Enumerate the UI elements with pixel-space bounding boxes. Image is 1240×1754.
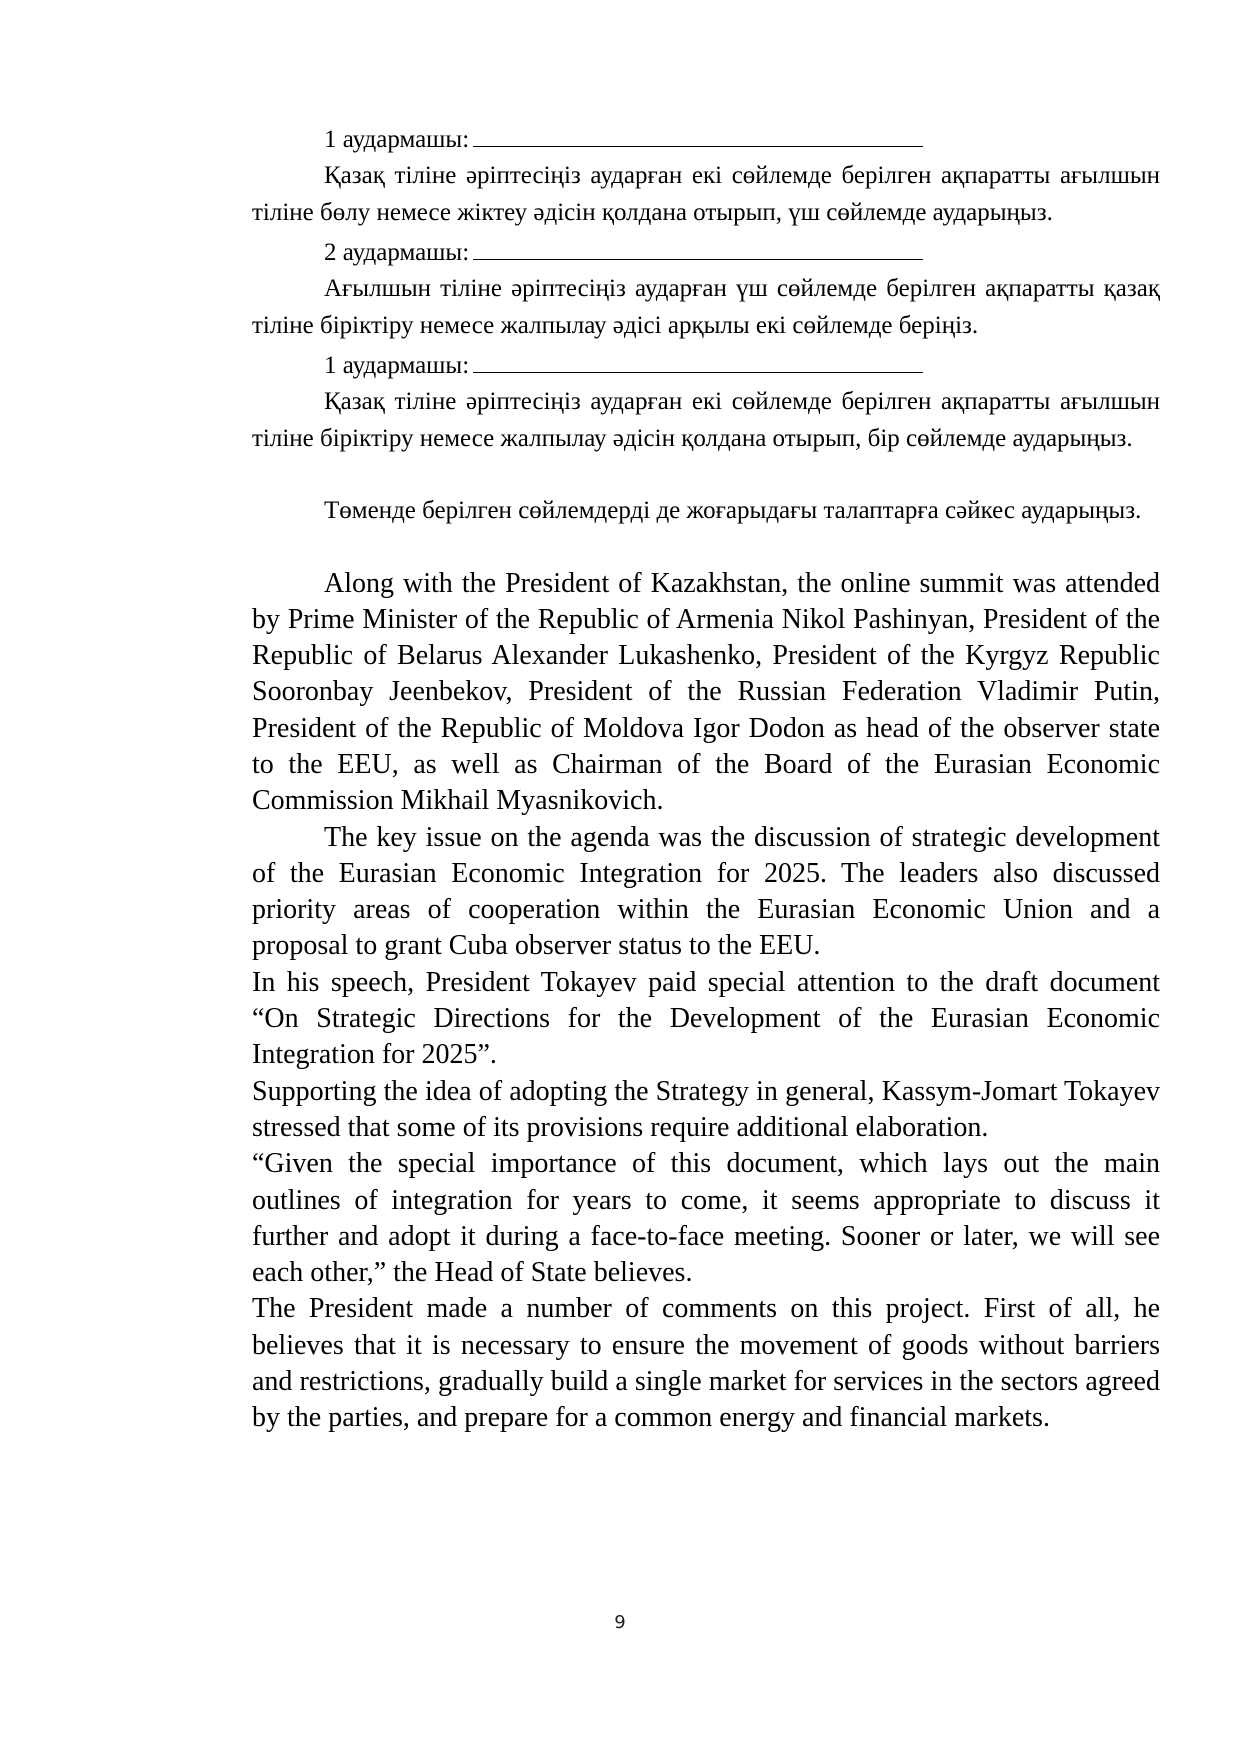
translator-3-line [324,344,1160,384]
english-paragraph-2: The key issue on the agenda was the discussion of strategic development of the Eurasian Economic Integration for 2025. The leaders also discussed priority areas of cooperation within the Eurasian Economic Union and a proposal to grant Cuba observer status to the EEU. [252,821,1160,962]
task-3-paragraph: Қазақ тіліне әріптесіңіз аударған екі сөйлемде берілген ақпаратты ағылшын тіліне біріктіру немесе жалпылау әдісін қолдана отырып, бір сөйлемде аударыңыз. [252,388,1160,452]
translator-2-blank [473,231,923,260]
page-number: 9 [614,1612,626,1633]
english-paragraph-3: In his speech, President Tokayev paid special attention to the draft document “On Strategic Directions for the Development of the Eurasian Economic Integration for 2025”. [252,966,1160,1071]
instruction-paragraph: Төменде берілген сөйлемдерді де жоғарыдағы талаптарға сәйкес аударыңыз. [324,497,1142,524]
english-paragraph-1: Along with the President of Kazakhstan, the online summit was attended by Prime Minister of the Republic of Armenia Nikol Pashinyan, President of the Republic of Belarus Alexander Lukashenko, President of the Kyrgyz Republic Sooronbay Jeenbekov, President of the Russian Federation Vladimir Putin, President of the Republic of Moldova Igor Dodon as head of the observer state to the EEU, as well as Chairman of the Board of the Eurasian Economic Commission Mikhail Myasnikovich. [252,567,1160,817]
task-1-paragraph: Қазақ тіліне әріптесіңіз аударған екі сөйлемде берілген ақпаратты ағылшын тіліне бөлу немесе жіктеу әдісін қолдана отырып, үш сөйлемде аударыңыз. [252,162,1160,226]
translator-1-line [324,118,1160,158]
english-paragraph-5: “Given the special importance of this document, which lays out the main outlines of integration for years to come, it seems appropriate to discuss it further and adopt it during a face-to-face meeting. Sooner or later, we will see each other,” the Head of State believes. [252,1148,1160,1289]
spacer [252,457,1160,493]
task-2-paragraph: Ағылшын тіліне әріптесіңіз аударған үш сөйлемде берілген ақпаратты қазақ тіліне біріктіру немесе жалпылау әдісі арқылы екі сөйлемде беріңіз. [252,275,1160,339]
translator-3-blank [473,344,923,373]
translator-2-line [324,231,1160,271]
translator-3-label: 1 аудармашы: [324,352,470,379]
page-content [252,118,1160,1437]
translator-2-label: 2 аудармашы: [324,239,470,266]
translator-1-label: 1 аудармашы: [324,126,470,153]
spacer [252,530,1160,566]
english-paragraph-4: Supporting the idea of adopting the Strategy in general, Kassym-Jomart Tokayev stressed that some of its provisions require additional elaboration. [252,1075,1160,1143]
translator-1-blank [473,118,923,147]
english-paragraph-6: The President made a number of comments on this project. First of all, he believes that it is necessary to ensure the movement of goods without barriers and restrictions, gradually build a single market for services in the sectors agreed by the parties, and prepare for a common energy and financial markets. [252,1293,1160,1434]
